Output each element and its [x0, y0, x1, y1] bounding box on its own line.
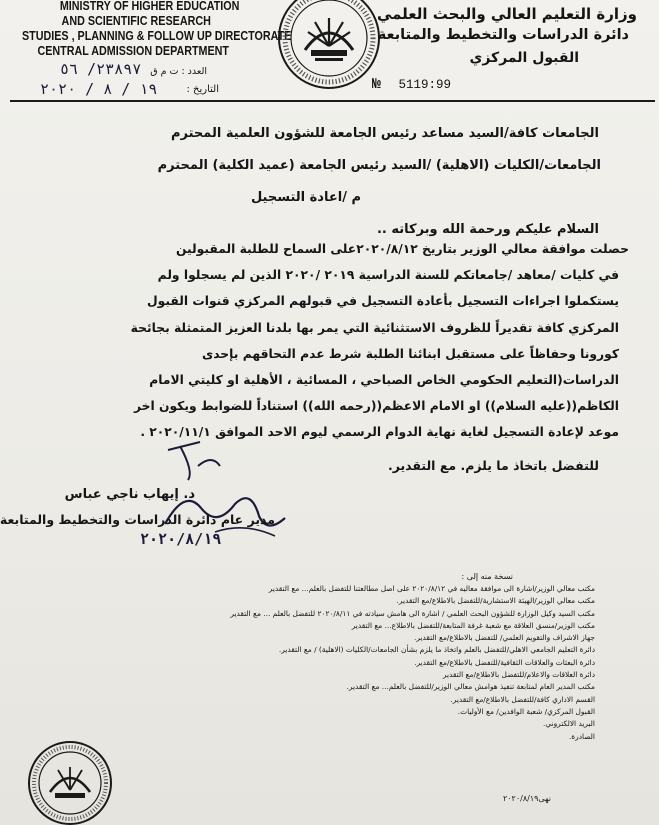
cc-item: دائرة التعليم الجامعي الاهلي/للتفضل بالعلم واتخاذ ما يلزم بشأن الجامعات/الكليات (الاهلية) / مع التقدير.: [278, 645, 595, 655]
signatory-name: د. إيهاب ناجي عباس: [64, 487, 195, 502]
arabic-letterhead: [376, 4, 637, 70]
signature-date: ٢٠٢٠/٨/١٩: [140, 530, 222, 548]
body-line-1: حصلت موافقة معالي الوزير بتاريخ ٢٠٢٠/٨/١٢على السماح للطلبة المقبولين: [175, 242, 629, 256]
cc-item: مكتب معالي الوزير/اشارة الى موافقة معاليه في ٢٠٢٠/٨/١٢ على اصل مطالعتنا للتفضل بالعلم... مع التقدير: [268, 584, 595, 593]
body-paragraph: [64, 236, 629, 446]
seal-emblem-icon: [24, 740, 116, 825]
cc-footer-code: نهى٢٠٢٠/٨/١٩: [502, 794, 551, 803]
subject-line: م /اعادة التسجيل: [250, 190, 361, 205]
header-divider: [10, 100, 655, 102]
recipient-line-2: الجامعات/الكليات (الاهلية) /السيد رئيس الجامعة (عميد الكلية) المحترم: [157, 158, 601, 173]
serial-number: [372, 76, 451, 93]
body-line-5: كورونا وحفاظاً على مستقبل ابنائنا الطلبة شرط عدم التحاقهم بإحدى: [201, 346, 619, 361]
body-line-8: موعد لإعادة التسجيل لغاية نهاية الدوام الرسمي ليوم الاحد الموافق ٢٠٢٠/١١/١ .: [140, 425, 619, 440]
cc-item: دائرة العلاقات والاعلام/للتفضل بالاطلاع/مع التقدير: [442, 670, 595, 680]
ar-line-directorate: دائرة الدراسات والتخطيط والمتابعة: [377, 27, 629, 43]
ar-line-ministry: وزارة التعليم العالي والبحث العلمي: [376, 5, 637, 23]
en-line-directorate: STUDIES , PLANNING & FOLLOW UP DIRECTORATE: [22, 29, 292, 43]
body-line-6: الدراسات(التعليم الحكومي الخاص الصباحي ، المسائية ، الأهلية او كليتي الامام: [149, 373, 619, 388]
body-line-4: المركزي كافة تقديراً للظروف الاستثنائية التي يمر بها بلدنا العزيز المتمثلة بجائحة: [130, 320, 619, 335]
ministry-seal: [275, 0, 383, 92]
ref-number-label: العدد : ت م ق: [150, 66, 207, 77]
cc-item: دائرة البعثات والعلاقات الثقافية/للتفضل بالاطلاع/مع التقدير.: [414, 657, 595, 667]
cc-item: الصادرة.: [568, 731, 595, 741]
cc-item: مكتب معالي الوزير/الهيئة الاستشارية/للتفضل بالاطلاع/مع التقدير.: [396, 596, 595, 606]
english-letterhead: [22, 0, 292, 59]
cc-header: نسخة منه إلى :: [461, 572, 513, 581]
cc-item: القبول المركزي/ شعبة الوافدين/ مع الأوليات.: [457, 706, 595, 716]
cc-item: مكتب السيد وكيل الوزارة للشؤون البحث العلمي / اشارة الى هامش سيادته في ٢٠٢٠/٨/١١ للتفضل بالعلم ... مع التقدير: [230, 608, 595, 618]
signatory-title: مدير عام دائرة الدراسات والتخطيط والمتابعة: [0, 512, 275, 527]
date-label: التاريخ :: [186, 84, 219, 95]
greeting: السلام عليكم ورحمة الله وبركاته ..: [376, 222, 599, 237]
ref-number-value: ٢٣٨٩٧/ ٥٦: [60, 60, 142, 78]
en-line-ministry: MINISTRY OF HIGHER EDUCATION: [59, 0, 240, 13]
date-value: ١٩ / ٨ / ٢٠٢٠: [40, 80, 158, 98]
recipient-line-1: الجامعات كافة/السيد مساعد رئيس الجامعة للشؤون العلمية المحترم: [171, 126, 599, 141]
cc-list: [125, 583, 595, 743]
serial-prefix: №: [372, 76, 382, 93]
body-line-3: يستكملوا اجراءات التسجيل بأعادة التسجيل في قبولهم المركزي قنوات القبول: [147, 294, 619, 309]
closing-line: للتفضل باتخاذ ما يلزم. مع التقدير.: [387, 458, 599, 473]
serial-value: 5119:99: [398, 78, 452, 92]
body-line-7: الكاظم((عليه السلام)) او الامام الاعظم((رحمه الله)) استناداً للضوابط ويكون اخر: [133, 399, 619, 414]
seal-emblem-icon: [275, 0, 383, 92]
cc-item: البريد الالكتروني.: [543, 719, 595, 729]
ar-line-admission: القبول المركزي: [469, 50, 579, 66]
cc-item: مكتب المدير العام لمتابعة تنفيذ هوامش معالي الوزير/للتفضل بالعلم... مع التقدير.: [346, 682, 595, 692]
en-line-research: AND SCIENTIFIC RESEARCH: [61, 14, 211, 28]
en-line-department: CENTRAL ADMISSION DEPARTMENT: [37, 44, 229, 58]
cc-item: القسم الاداري كافة/للتفضل بالاطلاع/مع التقدير.: [450, 694, 595, 704]
bottom-seal: [24, 740, 116, 825]
cc-item: جهاز الاشراف والتقويم العلمي/ للتفضل بالاطلاع/مع التقدير.: [414, 633, 595, 643]
body-line-2: في كليات /معاهد /جامعاتكم للسنة الدراسية ٢٠١٩ /٢٠٢٠ الذين لم يسجلوا ولم: [157, 268, 619, 283]
cc-item: مكتب الوزير/منسق العلاقة مع شعبة غرفة المتابعة/للتفضل بالاطلاع... مع التقدير: [351, 620, 595, 630]
